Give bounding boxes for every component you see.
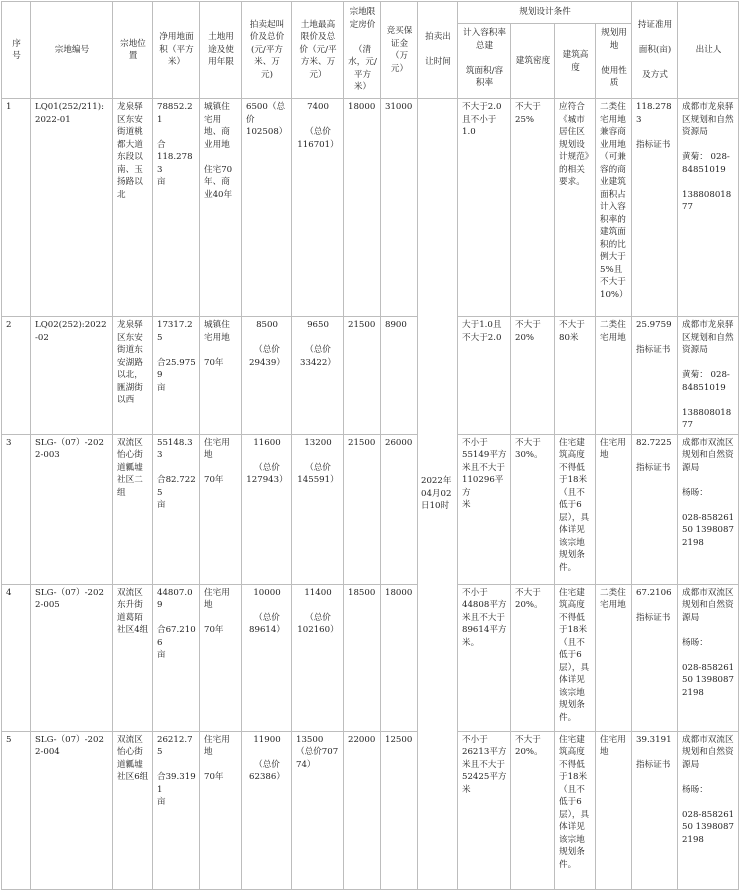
cell-land-use: 住宅用地 70年 — [200, 584, 242, 731]
cell-start-price: 6500（总价 102508） — [242, 99, 292, 317]
table-row — [2, 731, 739, 889]
cell-start-price: 8500 （总价 29439） — [242, 317, 292, 435]
cell-net-area: 78852.21 合 118.2783 亩 — [153, 99, 200, 317]
cell-seller: 成都市龙泉驿区规划和自然资源局 黄菊： 028-84851019 13880801877 — [678, 99, 739, 317]
cell-code: LQ02(252):2022-02 — [31, 317, 113, 435]
cell-density: 不大于 25% — [511, 99, 555, 317]
cell-location: 龙泉驿区东安街道东安湖路以北，匯湖街以西 — [113, 317, 153, 435]
table-row — [2, 434, 739, 584]
header-house-limit: 宗地限 定房价 （清 水，元/ 平方 米） — [344, 2, 381, 99]
cell-max-price: 13500（总价70774） — [292, 731, 344, 889]
cell-code: SLG-（07）-2022-003 — [31, 434, 113, 584]
cell-seller: 成都市双流区规划和自然资源局 杨旸： 028-85826150 13980872198 — [678, 434, 739, 584]
cell-deposit: 8900 — [381, 317, 418, 435]
cell-location: 双流区怡心街道瓤墟社区6组 — [113, 731, 153, 889]
cell-indicator: 25.9759 指标证书 — [632, 317, 678, 435]
cell-location: 双流区东升街道葛陌社区4组 — [113, 584, 153, 731]
cell-plan-use: 二类住宅用地 — [596, 317, 632, 435]
cell-net-area: 44807.09 合67.2106 亩 — [153, 584, 200, 731]
cell-house-limit: 21500 — [344, 434, 381, 584]
header-seller: 出让人 — [678, 2, 739, 99]
cell-far: 不小于 55149平方 米且不大于 110296平方 米 — [458, 434, 511, 584]
cell-seq: 5 — [2, 731, 31, 889]
cell-far: 不小于 26213平方 米且不大于 52425平方 米 — [458, 731, 511, 889]
cell-height: 住宅建筑高度不得低于18米（且不低于6层），具体详见该宗地规划条件。 — [555, 434, 596, 584]
cell-net-area: 17317.25 合25.9759 亩 — [153, 317, 200, 435]
cell-height: 应符合《城市居住区规划设计规范》的相关要求。 — [555, 99, 596, 317]
cell-deposit: 12500 — [381, 731, 418, 889]
header-max-price: 土地最高 限价及总 价（元/平 方米、万 元） — [292, 2, 344, 99]
cell-seller: 成都市双流区规划和自然资源局 杨旸： 028-85826150 13980872198 — [678, 731, 739, 889]
cell-max-price: 11400 （总价 102160） — [292, 584, 344, 731]
cell-plan-use: 住宅用地 — [596, 731, 632, 889]
header-height: 建筑高 度 — [555, 24, 596, 99]
header-land-use: 土地用 途及使 用年限 — [200, 2, 242, 99]
cell-indicator: 67.2106 指标证书 — [632, 584, 678, 731]
header-indicator: 持证准用 面积(亩) 及方式 — [632, 2, 678, 99]
cell-house-limit: 18500 — [344, 584, 381, 731]
cell-density: 不大于 20%。 — [511, 731, 555, 889]
header-planning: 规划设计条件 — [458, 2, 632, 24]
cell-land-use: 城镇住宅用地、商业用地 住宅70年、商业40年 — [200, 99, 242, 317]
cell-code: SLG-（07）-2022-004 — [31, 731, 113, 889]
cell-auction-time: 2022年 04月02 日10时 — [418, 99, 458, 890]
cell-seller: 成都市龙泉驿区规划和自然资源局 黄菊： 028-84851019 13880801877 — [678, 317, 739, 435]
cell-deposit: 26000 — [381, 434, 418, 584]
cell-land-use: 住宅用地 70年 — [200, 731, 242, 889]
header-deposit: 竞买保 证金 （万 元） — [381, 2, 418, 99]
land-auction-table — [1, 1, 739, 890]
cell-land-use: 住宅用地 70年 — [200, 434, 242, 584]
cell-location: 双流区怡心街道瓤墟社区二组 — [113, 434, 153, 584]
cell-max-price: 13200 （总价 145591） — [292, 434, 344, 584]
header-auction-time: 拍卖出 让时间 — [418, 2, 458, 99]
cell-seller: 成都市双流区规划和自然资源局 杨旸： 028-85826150 13980872198 — [678, 584, 739, 731]
cell-seq: 2 — [2, 317, 31, 435]
cell-house-limit: 21500 — [344, 317, 381, 435]
cell-location: 龙泉驿区东安街道桃都大道东段以南、玉扬路以北 — [113, 99, 153, 317]
header-density: 建筑密度 — [511, 24, 555, 99]
header-location: 宗地位 置 — [113, 2, 153, 99]
cell-density: 不大于 20%。 — [511, 584, 555, 731]
cell-max-price: 9650 （总价 33422） — [292, 317, 344, 435]
cell-seq: 3 — [2, 434, 31, 584]
cell-deposit: 18000 — [381, 584, 418, 731]
table-row — [2, 99, 739, 317]
header-plan-use: 规划用 地 使用性 质 — [596, 24, 632, 99]
cell-far: 不大于2.0 且不小于 1.0 — [458, 99, 511, 317]
table-row — [2, 317, 739, 435]
header-net-area: 净用地面 积（平方 米） — [153, 2, 200, 99]
cell-house-limit: 22000 — [344, 731, 381, 889]
header-far: 计入容积率 总建 筑面积/容 积率 — [458, 24, 511, 99]
cell-net-area: 26212.75 合39.3191 亩 — [153, 731, 200, 889]
cell-start-price: 11900 （总价 62386） — [242, 731, 292, 889]
cell-seq: 1 — [2, 99, 31, 317]
cell-far: 大于1.0且 不大于2.0 — [458, 317, 511, 435]
cell-code: LQ01(252/211):2022-01 — [31, 99, 113, 317]
cell-density: 不大于 30%。 — [511, 434, 555, 584]
cell-deposit: 31000 — [381, 99, 418, 317]
header-seq: 序 号 — [2, 2, 31, 99]
cell-start-price: 10000 （总价 89614） — [242, 584, 292, 731]
cell-indicator: 82.7225 指标证书 — [632, 434, 678, 584]
cell-indicator: 39.3191 指标证书 — [632, 731, 678, 889]
cell-seq: 4 — [2, 584, 31, 731]
cell-land-use: 城镇住宅用地 70年 — [200, 317, 242, 435]
cell-max-price: 7400 （总价 116701） — [292, 99, 344, 317]
table-row — [2, 584, 739, 731]
cell-plan-use: 二类住宅用地兼容商业用地（可兼容的商业建筑面积占计入容积率的建筑面积的比例大于5%且不大于10%） — [596, 99, 632, 317]
cell-plan-use: 二类住宅用地 — [596, 584, 632, 731]
cell-house-limit: 18000 — [344, 99, 381, 317]
cell-code: SLG-（07）-2022-005 — [31, 584, 113, 731]
cell-density: 不大于 20% — [511, 317, 555, 435]
header-start-price: 拍卖起叫 价及总价 (元/平方 米、万 元) — [242, 2, 292, 99]
cell-far: 不小于 44808平方 米且不大于 89614平方 米。 — [458, 584, 511, 731]
cell-net-area: 55148.33 合82.7225 亩 — [153, 434, 200, 584]
cell-height: 不大于 80米 — [555, 317, 596, 435]
cell-start-price: 11600 （总价 127943） — [242, 434, 292, 584]
cell-indicator: 118.2783 指标证书 — [632, 99, 678, 317]
cell-height: 住宅建筑高度不得低于18米（且不低于6层），具体详见该宗地规划条件。 — [555, 731, 596, 889]
header-code: 宗地编号 — [31, 2, 113, 99]
cell-height: 住宅建筑高度不得低于18米（且不低于6层），具体详见该宗地规划条件。 — [555, 584, 596, 731]
cell-plan-use: 住宅用地 — [596, 434, 632, 584]
